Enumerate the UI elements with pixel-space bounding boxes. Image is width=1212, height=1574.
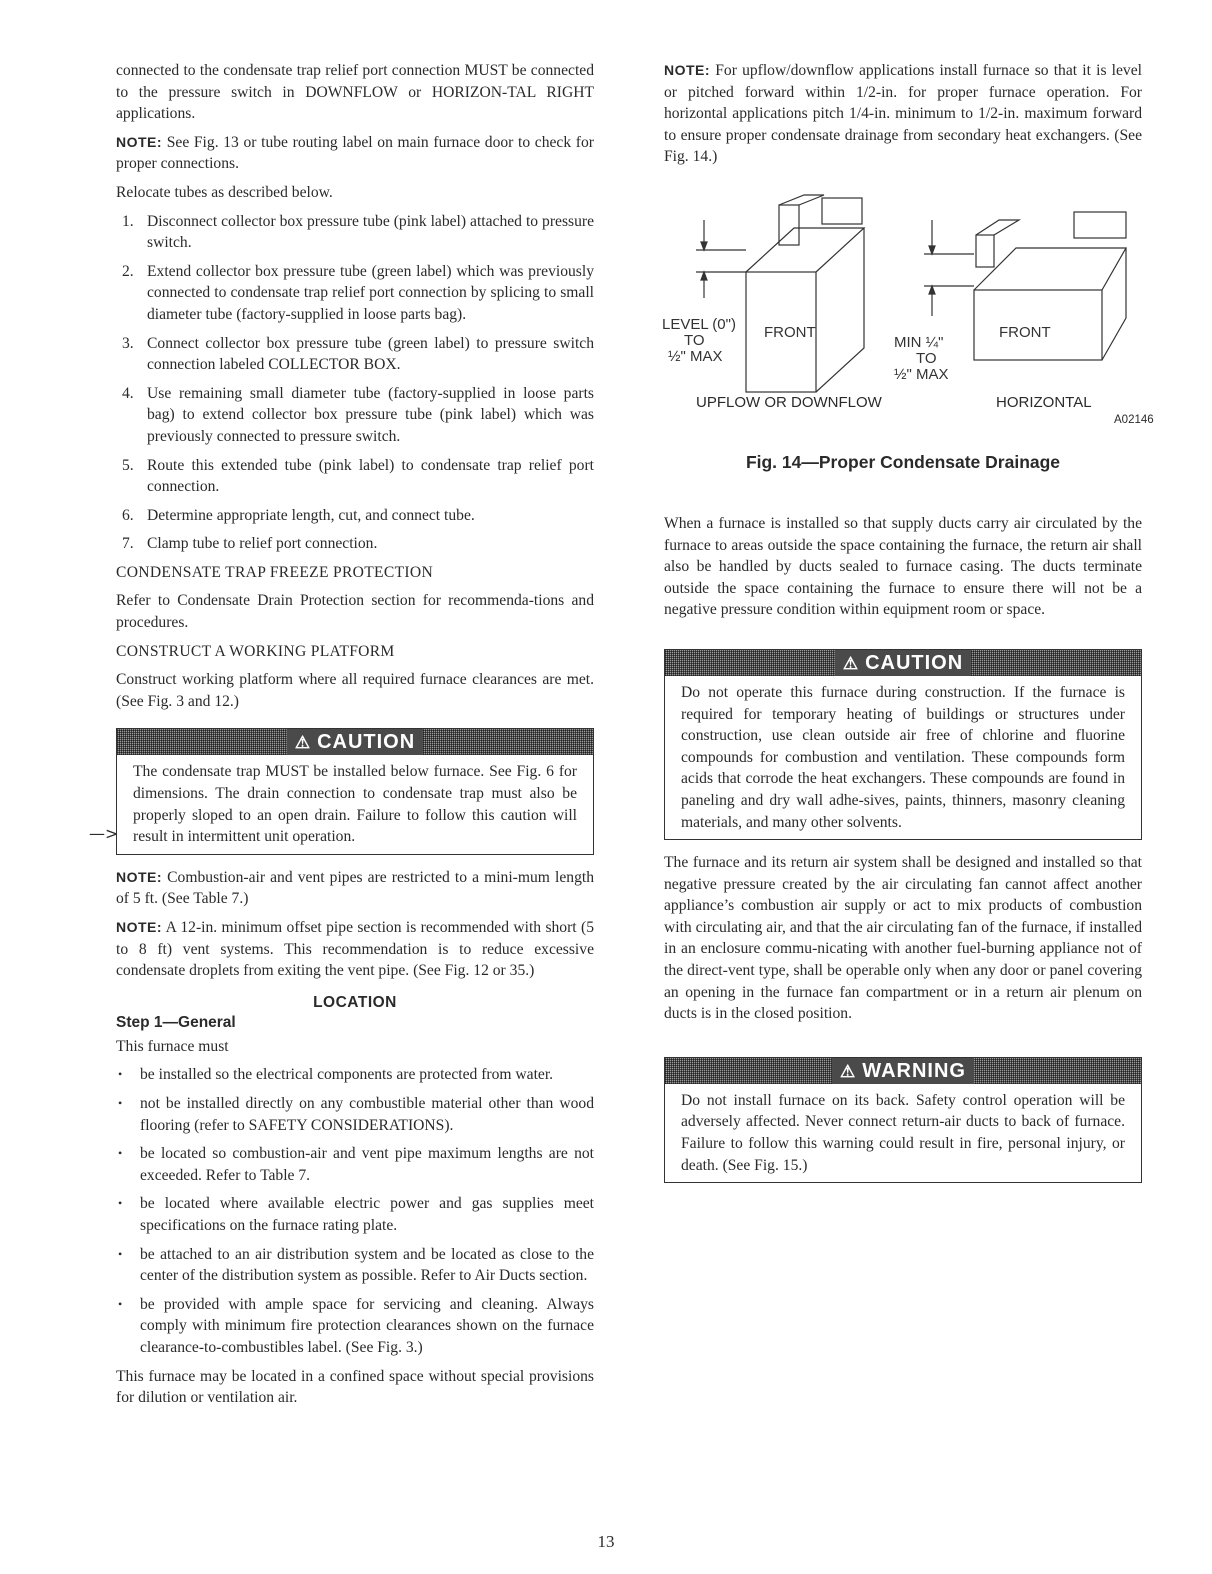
platform-text: Construct working platform where all required furnace clearances are met. (See Fig. 3 and 12.)	[116, 671, 594, 710]
location-title: LOCATION	[313, 993, 397, 1011]
step-item	[116, 261, 594, 326]
note-1-label: NOTE:	[116, 133, 163, 150]
pitch-note	[664, 60, 1142, 168]
step-number: 5.	[122, 456, 134, 474]
relocate-steps	[116, 211, 594, 555]
note-1-text: See Fig. 13 or tube routing label on main furnace door to check for proper connections.	[116, 133, 594, 173]
must-text: This furnace must	[116, 1037, 229, 1055]
step-number: 4.	[122, 384, 134, 402]
condensate-drainage-diagram	[654, 190, 1174, 400]
caution-text: Do not operate this furnace during construction. If the furnace is required for temporary heating of buildings or structures under construction, use clean outside air free of chlorine and fluorine compounds for combustion and ventilation. These compounds form acids that corrode the heat exchangers. These compounds are found in paneling and dry wall adhe-sives, paints, thinners, masonry cleaning materials, and many other solvents.	[681, 683, 1125, 831]
caution-title	[835, 650, 971, 676]
min-label-line-3: ½" MAX	[894, 365, 949, 383]
horizontal-label: HORIZONTAL	[996, 393, 1092, 411]
change-arrow-mark: —>	[89, 824, 119, 843]
note-3-label: NOTE:	[116, 919, 163, 935]
pitch-note-label: NOTE:	[664, 62, 711, 78]
step-item	[116, 505, 594, 527]
step-item	[116, 383, 594, 448]
step-text: Connect collector box pressure tube (green label) to pressure switch connection labeled COLLECTOR BOX.	[147, 334, 594, 374]
step-item	[116, 211, 594, 254]
confined-space-text: This furnace may be located in a confined space without special provisions for dilution or ventilation air.	[116, 1367, 594, 1407]
step-text: Disconnect collector box pressure tube (pink label) attached to pressure switch.	[147, 212, 594, 252]
caution-title	[287, 729, 423, 755]
warning-title	[832, 1058, 974, 1084]
caution-box-1	[116, 728, 594, 854]
caution-banner	[117, 729, 593, 755]
caution-title-text: CAUTION	[317, 731, 416, 754]
figure-code: A02146	[1114, 413, 1154, 426]
step-item	[116, 533, 594, 555]
min-label-line-1: MIN ¼"	[894, 333, 944, 351]
step-number: 6.	[122, 506, 134, 524]
upflow-label: UPFLOW OR DOWNFLOW	[696, 393, 882, 411]
caution-content	[665, 676, 1141, 839]
platform-heading: CONSTRUCT A WORKING PLATFORM	[116, 642, 395, 660]
step-text: Use remaining small diameter tube (factory-supplied in loose parts bag) to extend collector box pressure tube (pink label) which was previously connected to pressure switch.	[147, 384, 594, 445]
warning-content	[665, 1084, 1141, 1182]
return-air-paragraph: The furnace and its return air system shall be designed and installed so that negative pressure created by the air circulating fan cannot affect another appliance’s combustion air supply or act to mix products of combustion with circulating air, and that the air circulating fan of the furnace, if installed in an enclosure commu-nicating with another fuel-burning appliance not of the direct-vent type, shall be operable only when any door or panel covering an opening in the furnace fan compartment or in a return air plenum on ducts is in the closed position.	[664, 854, 1142, 1023]
ducts-paragraph: When a furnace is installed so that supply ducts carry air circulated by the furnace to areas outside the space containing the furnace, the return air shall also be handled by ducts sealed to furnace casing. The ducts terminate outside the space containing the furnace to ensure there will not be a negative pressure condition within equipment room or space.	[664, 514, 1142, 619]
note-1	[116, 132, 594, 175]
list-item: • be attached to an air distribution system and be located as close to the center of the distribution system as possible. Refer to Air Ducts section.	[116, 1244, 594, 1287]
front-label-right: FRONT	[999, 323, 1051, 341]
level-label-line-1: LEVEL (0")	[662, 315, 736, 333]
note-2-label: NOTE:	[116, 868, 163, 885]
step-item	[116, 333, 594, 376]
requirements-list	[116, 1064, 594, 1358]
list-item: • be located where available electric power and gas supplies meet specifications on the furnace rating plate.	[116, 1193, 594, 1236]
note-2-text: Combustion-air and vent pipes are restricted to a mini-mum length of 5 ft. (See Table 7.)	[116, 868, 594, 908]
warning-text: Do not install furnace on its back. Safety control operation will be adversely affected. Never connect return-air ducts to back of furnace. Failure to follow this warning could result in fire, personal injury, or death. (See Fig. 15.)	[681, 1091, 1125, 1174]
warning-banner	[665, 1058, 1141, 1084]
caution-box-2	[664, 649, 1142, 840]
level-label-line-2: TO	[684, 331, 705, 349]
note-3	[116, 917, 594, 982]
step-number: 7.	[122, 535, 134, 553]
warning-triangle-icon: ⚠	[294, 733, 312, 753]
caution-banner	[665, 650, 1141, 676]
step-text: Route this extended tube (pink label) to condensate trap relief port connection.	[147, 456, 594, 496]
warning-box	[664, 1057, 1142, 1183]
step-item	[116, 455, 594, 498]
step-text: Extend collector box pressure tube (green label) which was previously connected to condensate trap relief port connection by splicing to small diameter tube (factory-supplied in loose parts bag).	[147, 262, 594, 323]
step-text: Clamp tube to relief port connection.	[147, 535, 378, 553]
figure-caption: Fig. 14—Proper Condensate Drainage	[745, 451, 1061, 472]
note-3-text: A 12-in. minimum offset pipe section is recommended with short (5 to 8 ft) vent systems. This recommendation is to reduce excessive condensate droplets from exiting the vent pipe. (See Fig. 12 or 35.)	[116, 919, 594, 980]
step-text: Determine appropriate length, cut, and connect tube.	[147, 506, 475, 524]
step-number: 3.	[122, 334, 134, 352]
warning-triangle-icon: ⚠	[842, 653, 860, 673]
caution-title-text: CAUTION	[865, 651, 964, 674]
level-label-line-3: ½" MAX	[668, 347, 723, 365]
step-1-title: Step 1—General	[116, 1013, 236, 1031]
list-item: • be provided with ample space for servicing and cleaning. Always comply with minimum fire protection clearances shown on the furnace clearance-to-combustibles label. (See Fig. 3.)	[116, 1294, 594, 1359]
step-number: 2.	[122, 262, 134, 280]
note-2	[116, 867, 594, 910]
relocate-text: Relocate tubes as described below.	[116, 183, 333, 201]
pitch-note-text: For upflow/downflow applications install furnace so that it is level or pitched forward within 1/2-in. for proper furnace operation. For horizontal applications pitch 1/4-in. minimum to 1/2-in. maximum forward to ensure proper condensate drainage from secondary heat exchangers. (See Fig. 14.)	[664, 62, 1142, 166]
list-item: • be installed so the electrical components are protected from water.	[116, 1064, 594, 1086]
min-label-line-2: TO	[916, 349, 937, 367]
freeze-protection-heading: CONDENSATE TRAP FREEZE PROTECTION	[116, 563, 434, 581]
list-item: • be located so combustion-air and vent pipe maximum lengths are not exceeded. Refer to Table 7.	[116, 1143, 594, 1186]
step-number: 1.	[122, 212, 134, 230]
caution-text: The condensate trap MUST be installed below furnace. See Fig. 6 for dimensions. The drain connection to condensate trap must also be properly sloped to an open drain. Failure to follow this caution will result in intermittent unit operation.	[133, 763, 577, 846]
list-item: • not be installed directly on any combustible material other than wood flooring (refer to SAFETY CONSIDERATIONS).	[116, 1093, 594, 1136]
freeze-protection-text: Refer to Condensate Drain Protection section for recommenda-tions and procedures.	[116, 592, 594, 632]
right-column	[662, 60, 1154, 1195]
page-number: 13	[597, 1532, 615, 1551]
figure-14	[662, 190, 1154, 426]
warning-triangle-icon: ⚠	[840, 1061, 857, 1081]
warning-title-text: WARNING	[862, 1059, 966, 1082]
caution-content	[117, 755, 593, 853]
intro-paragraph: connected to the condensate trap relief port connection MUST be connected to the pressure switch in DOWNFLOW or HORIZON-TAL RIGHT applications.	[116, 62, 594, 123]
left-column	[89, 60, 594, 1416]
front-label-left: FRONT	[764, 323, 816, 341]
